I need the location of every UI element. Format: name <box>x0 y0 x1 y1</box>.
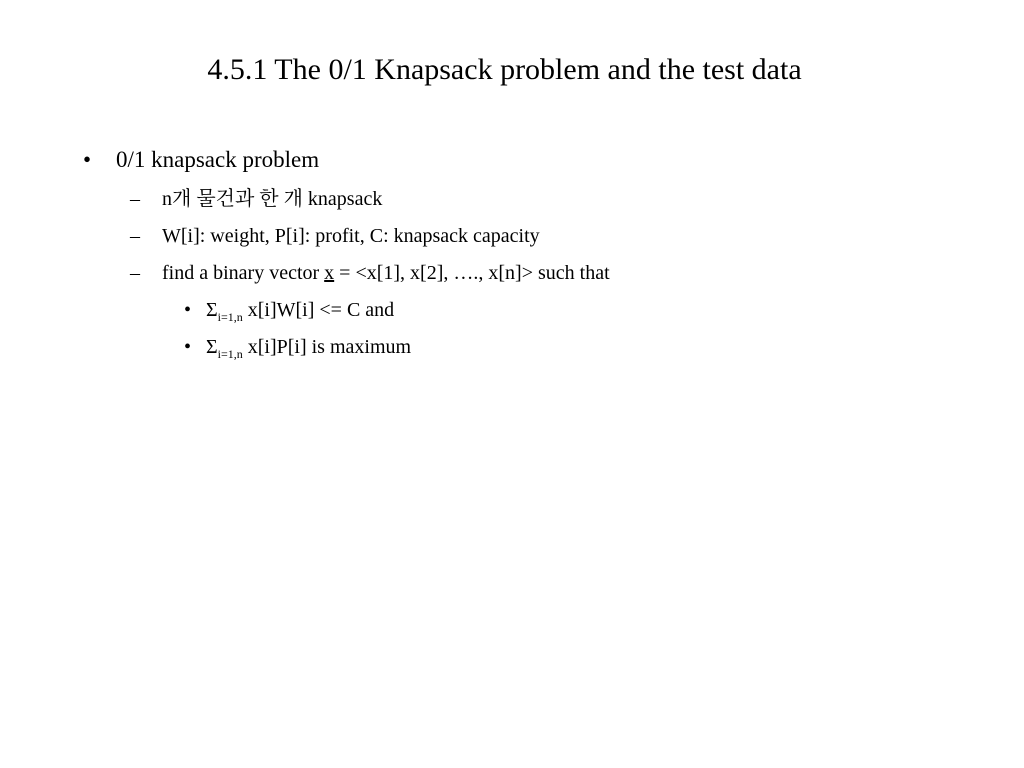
condition-text <box>206 297 394 325</box>
subitem-text: W[i]: weight, P[i]: profit, C: knapsack capacity <box>162 225 540 247</box>
slide-title: 4.5.1 The 0/1 Knapsack problem and the test data <box>207 53 802 86</box>
dash-marker: – <box>130 262 140 284</box>
vector-x: x <box>324 262 335 284</box>
dash-marker: – <box>130 225 140 247</box>
condition-text <box>206 334 411 362</box>
condition-expression: x[i]W[i] <= C and <box>242 299 395 321</box>
sigma-symbol: Σ <box>206 336 218 358</box>
bullet-marker: • <box>83 147 92 172</box>
sigma-subscript: i=1,n <box>217 347 243 361</box>
text-before: find a binary vector <box>162 262 325 284</box>
subitem-text <box>162 260 610 286</box>
subitem-text: n개 물건과 한 개 knapsack <box>162 188 383 210</box>
sigma-subscript: i=1,n <box>217 310 243 324</box>
bullet-marker: • <box>184 336 192 358</box>
condition-expression: x[i]P[i] is maximum <box>242 336 412 358</box>
sigma-symbol: Σ <box>206 299 218 321</box>
dash-marker: – <box>130 188 140 210</box>
bullet-marker: • <box>184 299 192 321</box>
text-after: = <x[1], x[2], …., x[n]> such that <box>334 262 610 284</box>
bullet-text: 0/1 knapsack problem <box>116 147 320 172</box>
